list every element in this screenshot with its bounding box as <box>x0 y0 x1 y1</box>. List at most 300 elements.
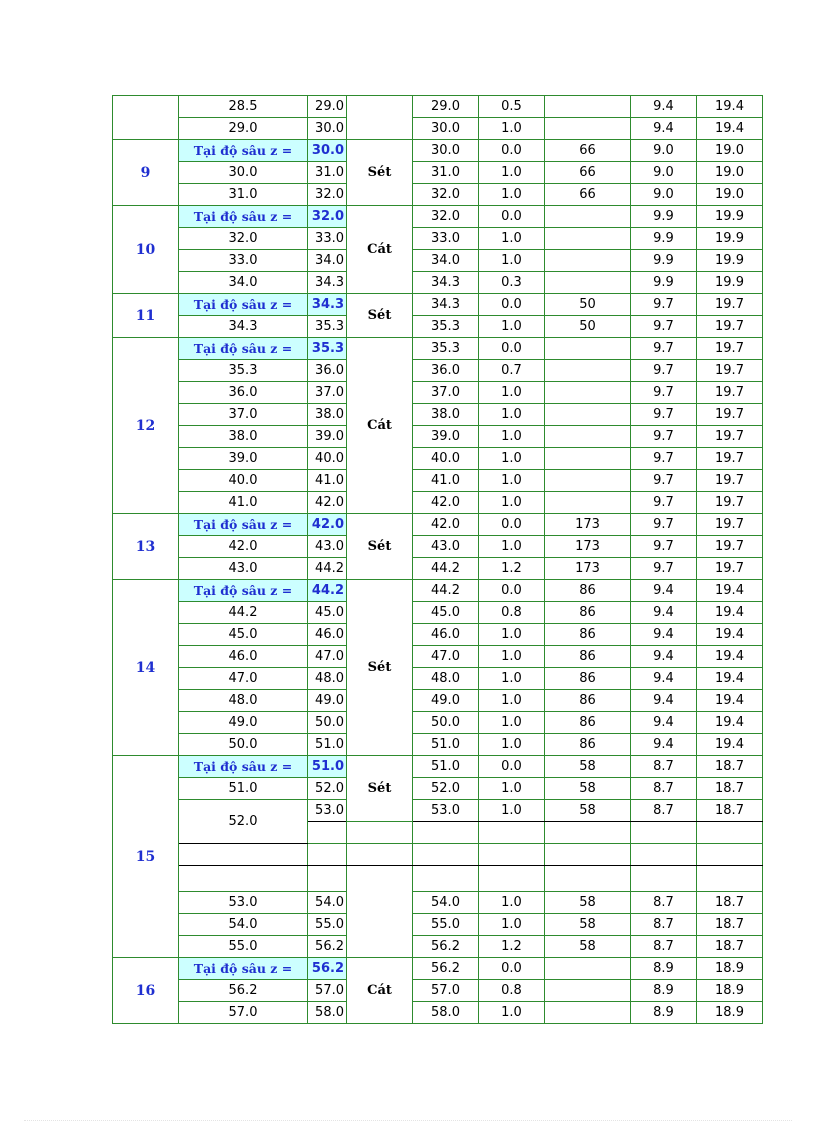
depth-from: 29.0 <box>179 118 308 140</box>
depth-from: 53.0 <box>179 892 308 914</box>
depth-cumulative: 53.0 <box>413 800 479 822</box>
depth-cumulative: 36.0 <box>413 360 479 382</box>
empty-cell <box>631 866 697 892</box>
thickness: 1.0 <box>479 624 545 646</box>
gamma-1: 9.4 <box>631 602 697 624</box>
value: 58 <box>545 756 631 778</box>
depth-cumulative: 35.3 <box>413 316 479 338</box>
gamma-2: 19.7 <box>697 294 763 316</box>
depth-cumulative: 56.2 <box>413 958 479 980</box>
thickness: 0.0 <box>479 580 545 602</box>
depth-cumulative: 30.0 <box>413 118 479 140</box>
gamma-1: 9.9 <box>631 272 697 294</box>
depth-from: 36.0 <box>179 382 308 404</box>
depth-cumulative: 58.0 <box>413 1002 479 1024</box>
gamma-2: 19.7 <box>697 404 763 426</box>
gamma-2: 19.7 <box>697 514 763 536</box>
gamma-1: 9.4 <box>631 668 697 690</box>
table-row <box>113 118 763 140</box>
table-row <box>113 936 763 958</box>
gamma-2: 19.7 <box>697 360 763 382</box>
value <box>545 492 631 514</box>
depth-from: 51.0 <box>179 778 308 800</box>
value: 86 <box>545 668 631 690</box>
depth-to: 38.0 <box>308 404 347 426</box>
thickness: 0.8 <box>479 980 545 1002</box>
depth-from: 55.0 <box>179 936 308 958</box>
depth-label: Tại độ sâu z = <box>179 338 308 360</box>
table-row <box>113 958 763 980</box>
gamma-2: 18.7 <box>697 756 763 778</box>
gamma-1: 9.4 <box>631 646 697 668</box>
gamma-2: 19.4 <box>697 646 763 668</box>
depth-from: 48.0 <box>179 690 308 712</box>
depth-cumulative: 41.0 <box>413 470 479 492</box>
table-row-empty <box>113 844 763 866</box>
thickness: 1.0 <box>479 162 545 184</box>
depth-cumulative: 39.0 <box>413 426 479 448</box>
gamma-1: 9.4 <box>631 734 697 756</box>
gamma-1: 8.7 <box>631 756 697 778</box>
gamma-1: 8.7 <box>631 800 697 822</box>
thickness: 1.0 <box>479 448 545 470</box>
table-row <box>113 646 763 668</box>
depth-to: 30.0 <box>308 118 347 140</box>
gamma-1: 9.4 <box>631 580 697 602</box>
thickness: 0.0 <box>479 338 545 360</box>
value <box>545 250 631 272</box>
layer-number: 15 <box>113 756 179 958</box>
layer-number <box>113 96 179 140</box>
gamma-1: 9.7 <box>631 470 697 492</box>
depth-to: 29.0 <box>308 96 347 118</box>
thickness: 1.0 <box>479 712 545 734</box>
empty-cell <box>179 844 308 866</box>
thickness: 0.0 <box>479 140 545 162</box>
layer-number: 16 <box>113 958 179 1024</box>
depth-to: 51.0 <box>308 734 347 756</box>
value: 86 <box>545 734 631 756</box>
empty-cell <box>479 844 545 866</box>
gamma-2: 18.7 <box>697 778 763 800</box>
value: 86 <box>545 624 631 646</box>
depth-from: 44.2 <box>179 602 308 624</box>
empty-cell <box>347 822 413 844</box>
thickness: 1.2 <box>479 936 545 958</box>
gamma-2: 19.9 <box>697 272 763 294</box>
thickness: 1.0 <box>479 1002 545 1024</box>
gamma-1: 9.9 <box>631 250 697 272</box>
depth-value: 51.0 <box>308 756 347 778</box>
value: 58 <box>545 778 631 800</box>
depth-cumulative: 51.0 <box>413 756 479 778</box>
depth-to: 50.0 <box>308 712 347 734</box>
table-row <box>113 892 763 914</box>
gamma-1: 9.7 <box>631 514 697 536</box>
gamma-2: 18.9 <box>697 958 763 980</box>
value <box>545 338 631 360</box>
table-row <box>113 250 763 272</box>
depth-to: 33.0 <box>308 228 347 250</box>
gamma-2: 18.7 <box>697 936 763 958</box>
depth-from: 45.0 <box>179 624 308 646</box>
table-row <box>113 914 763 936</box>
empty-cell <box>545 822 631 844</box>
depth-to: 48.0 <box>308 668 347 690</box>
depth-label: Tại độ sâu z = <box>179 294 308 316</box>
soil-type: Cát <box>347 338 413 514</box>
depth-to: 54.0 <box>308 892 347 914</box>
thickness: 1.0 <box>479 492 545 514</box>
layer-number: 10 <box>113 206 179 294</box>
gamma-2: 19.7 <box>697 426 763 448</box>
depth-from: 57.0 <box>179 1002 308 1024</box>
gamma-2: 19.7 <box>697 382 763 404</box>
depth-to: 40.0 <box>308 448 347 470</box>
gamma-1: 9.7 <box>631 338 697 360</box>
value: 86 <box>545 646 631 668</box>
depth-to: 46.0 <box>308 624 347 646</box>
empty-cell <box>308 822 347 844</box>
table-row <box>113 1002 763 1024</box>
depth-cumulative: 48.0 <box>413 668 479 690</box>
depth-to: 42.0 <box>308 492 347 514</box>
value: 58 <box>545 914 631 936</box>
thickness: 0.0 <box>479 958 545 980</box>
depth-label: Tại độ sâu z = <box>179 958 308 980</box>
table-row <box>113 382 763 404</box>
gamma-1: 9.7 <box>631 316 697 338</box>
depth-cumulative: 33.0 <box>413 228 479 250</box>
layer-number: 12 <box>113 338 179 514</box>
thickness: 1.0 <box>479 536 545 558</box>
depth-cumulative: 35.3 <box>413 338 479 360</box>
gamma-1: 8.7 <box>631 778 697 800</box>
empty-cell <box>697 822 763 844</box>
depth-to: 34.3 <box>308 272 347 294</box>
depth-cumulative: 34.3 <box>413 294 479 316</box>
gamma-1: 9.4 <box>631 96 697 118</box>
gamma-1: 9.4 <box>631 712 697 734</box>
table-row <box>113 184 763 206</box>
gamma-2: 19.0 <box>697 162 763 184</box>
depth-from: 37.0 <box>179 404 308 426</box>
gamma-1: 9.7 <box>631 448 697 470</box>
table-row <box>113 404 763 426</box>
depth-cumulative: 56.2 <box>413 936 479 958</box>
thickness: 0.8 <box>479 602 545 624</box>
gamma-2: 19.0 <box>697 184 763 206</box>
gamma-1: 8.7 <box>631 892 697 914</box>
depth-value: 42.0 <box>308 514 347 536</box>
table-row <box>113 734 763 756</box>
depth-cumulative: 51.0 <box>413 734 479 756</box>
thickness: 1.0 <box>479 914 545 936</box>
thickness: 1.0 <box>479 800 545 822</box>
depth-cumulative: 34.3 <box>413 272 479 294</box>
table-row <box>113 162 763 184</box>
value <box>545 360 631 382</box>
depth-to: 57.0 <box>308 980 347 1002</box>
value: 86 <box>545 602 631 624</box>
depth-cumulative: 30.0 <box>413 140 479 162</box>
table-row <box>113 514 763 536</box>
gamma-2: 19.4 <box>697 580 763 602</box>
thickness: 0.0 <box>479 294 545 316</box>
depth-cumulative: 46.0 <box>413 624 479 646</box>
table-row <box>113 980 763 1002</box>
page-bottom-divider <box>24 1120 792 1121</box>
table-row <box>113 712 763 734</box>
depth-to: 44.2 <box>308 558 347 580</box>
depth-to: 31.0 <box>308 162 347 184</box>
value <box>545 118 631 140</box>
table-row <box>113 448 763 470</box>
gamma-1: 9.4 <box>631 624 697 646</box>
depth-cumulative: 43.0 <box>413 536 479 558</box>
value: 50 <box>545 316 631 338</box>
depth-cumulative: 44.2 <box>413 558 479 580</box>
soil-type: Sét <box>347 140 413 206</box>
layer-number: 11 <box>113 294 179 338</box>
thickness: 0.5 <box>479 96 545 118</box>
depth-from: 49.0 <box>179 712 308 734</box>
table-row <box>113 96 763 118</box>
gamma-1: 9.7 <box>631 404 697 426</box>
depth-cumulative: 45.0 <box>413 602 479 624</box>
gamma-1: 9.0 <box>631 140 697 162</box>
table-row <box>113 294 763 316</box>
value: 66 <box>545 162 631 184</box>
empty-cell <box>631 844 697 866</box>
gamma-2: 19.4 <box>697 690 763 712</box>
gamma-1: 9.4 <box>631 690 697 712</box>
depth-to: 39.0 <box>308 426 347 448</box>
depth-from: 41.0 <box>179 492 308 514</box>
depth-cumulative: 52.0 <box>413 778 479 800</box>
gamma-1: 8.7 <box>631 936 697 958</box>
value <box>545 382 631 404</box>
gamma-2: 19.7 <box>697 470 763 492</box>
gamma-2: 19.9 <box>697 250 763 272</box>
thickness: 1.0 <box>479 734 545 756</box>
gamma-2: 19.4 <box>697 734 763 756</box>
depth-label: Tại độ sâu z = <box>179 206 308 228</box>
depth-from: 35.3 <box>179 360 308 382</box>
gamma-1: 9.7 <box>631 536 697 558</box>
empty-cell <box>179 866 308 892</box>
table-row <box>113 756 763 778</box>
value <box>545 448 631 470</box>
empty-cell <box>631 822 697 844</box>
depth-cumulative: 29.0 <box>413 96 479 118</box>
value: 66 <box>545 184 631 206</box>
thickness: 0.0 <box>479 206 545 228</box>
empty-cell <box>308 844 347 866</box>
gamma-2: 19.4 <box>697 668 763 690</box>
thickness: 1.0 <box>479 382 545 404</box>
table-row <box>113 470 763 492</box>
empty-cell <box>479 866 545 892</box>
depth-from: 31.0 <box>179 184 308 206</box>
depth-label: Tại độ sâu z = <box>179 140 308 162</box>
table-row <box>113 624 763 646</box>
table-row <box>113 668 763 690</box>
depth-cumulative: 42.0 <box>413 492 479 514</box>
value <box>545 228 631 250</box>
thickness: 0.0 <box>479 514 545 536</box>
depth-label: Tại độ sâu z = <box>179 514 308 536</box>
table-row <box>113 360 763 382</box>
table-row <box>113 316 763 338</box>
depth-to: 34.0 <box>308 250 347 272</box>
table-row <box>113 536 763 558</box>
value: 58 <box>545 800 631 822</box>
gamma-2: 19.7 <box>697 316 763 338</box>
gamma-1: 9.7 <box>631 382 697 404</box>
value <box>545 404 631 426</box>
value: 173 <box>545 514 631 536</box>
soil-layer-table <box>112 95 763 1024</box>
gamma-1: 9.0 <box>631 162 697 184</box>
depth-value: 35.3 <box>308 338 347 360</box>
value <box>545 470 631 492</box>
depth-cumulative: 55.0 <box>413 914 479 936</box>
value: 58 <box>545 892 631 914</box>
depth-from: 50.0 <box>179 734 308 756</box>
value: 173 <box>545 558 631 580</box>
gamma-1: 8.9 <box>631 980 697 1002</box>
depth-cumulative: 50.0 <box>413 712 479 734</box>
table-row <box>113 690 763 712</box>
depth-to: 43.0 <box>308 536 347 558</box>
depth-to: 36.0 <box>308 360 347 382</box>
depth-cumulative: 44.2 <box>413 580 479 602</box>
table-row <box>113 492 763 514</box>
depth-cumulative: 57.0 <box>413 980 479 1002</box>
thickness: 1.0 <box>479 404 545 426</box>
depth-from: 30.0 <box>179 162 308 184</box>
depth-from: 47.0 <box>179 668 308 690</box>
depth-cumulative: 40.0 <box>413 448 479 470</box>
thickness: 1.0 <box>479 778 545 800</box>
depth-from: 34.3 <box>179 316 308 338</box>
soil-type <box>347 96 413 140</box>
depth-cumulative: 54.0 <box>413 892 479 914</box>
table-row <box>113 228 763 250</box>
value <box>545 96 631 118</box>
value <box>545 980 631 1002</box>
gamma-1: 9.9 <box>631 206 697 228</box>
table-row <box>113 558 763 580</box>
depth-from: 33.0 <box>179 250 308 272</box>
gamma-1: 9.9 <box>631 228 697 250</box>
value <box>545 1002 631 1024</box>
thickness: 1.0 <box>479 316 545 338</box>
soil-type: Sét <box>347 756 413 822</box>
thickness: 0.7 <box>479 360 545 382</box>
gamma-2: 18.7 <box>697 892 763 914</box>
depth-label: Tại độ sâu z = <box>179 756 308 778</box>
soil-type: Sét <box>347 294 413 338</box>
thickness: 1.0 <box>479 118 545 140</box>
depth-from: 38.0 <box>179 426 308 448</box>
table-row <box>113 778 763 800</box>
depth-from: 39.0 <box>179 448 308 470</box>
value: 58 <box>545 936 631 958</box>
depth-value: 32.0 <box>308 206 347 228</box>
gamma-2: 19.7 <box>697 448 763 470</box>
value <box>545 206 631 228</box>
thickness: 1.0 <box>479 426 545 448</box>
table-row <box>113 338 763 360</box>
depth-value: 34.3 <box>308 294 347 316</box>
gamma-2: 19.7 <box>697 338 763 360</box>
soil-type: Cát <box>347 958 413 1024</box>
table-row <box>113 272 763 294</box>
soil-type: Sét <box>347 580 413 756</box>
depth-to: 52.0 <box>308 778 347 800</box>
soil-type: Cát <box>347 206 413 294</box>
depth-to: 56.2 <box>308 936 347 958</box>
depth-to: 49.0 <box>308 690 347 712</box>
table-row <box>113 140 763 162</box>
empty-cell <box>545 844 631 866</box>
gamma-2: 19.4 <box>697 118 763 140</box>
depth-from: 43.0 <box>179 558 308 580</box>
gamma-1: 9.4 <box>631 118 697 140</box>
thickness: 1.0 <box>479 184 545 206</box>
gamma-2: 18.9 <box>697 1002 763 1024</box>
soil-type-empty <box>347 866 413 958</box>
value: 86 <box>545 580 631 602</box>
gamma-2: 19.4 <box>697 624 763 646</box>
gamma-2: 19.7 <box>697 558 763 580</box>
gamma-2: 18.9 <box>697 980 763 1002</box>
empty-cell <box>413 866 479 892</box>
empty-cell <box>697 866 763 892</box>
gamma-1: 9.7 <box>631 492 697 514</box>
gamma-2: 19.7 <box>697 536 763 558</box>
gamma-1: 9.7 <box>631 558 697 580</box>
gamma-1: 9.7 <box>631 294 697 316</box>
depth-cumulative: 49.0 <box>413 690 479 712</box>
thickness: 1.0 <box>479 228 545 250</box>
value: 173 <box>545 536 631 558</box>
empty-cell <box>347 844 413 866</box>
gamma-2: 19.9 <box>697 228 763 250</box>
thickness: 1.0 <box>479 690 545 712</box>
thickness: 1.2 <box>479 558 545 580</box>
depth-cumulative: 31.0 <box>413 162 479 184</box>
gamma-2: 19.7 <box>697 492 763 514</box>
depth-cumulative: 47.0 <box>413 646 479 668</box>
depth-value: 30.0 <box>308 140 347 162</box>
layer-number: 13 <box>113 514 179 580</box>
gamma-1: 9.7 <box>631 426 697 448</box>
depth-to: 55.0 <box>308 914 347 936</box>
thickness: 0.0 <box>479 756 545 778</box>
empty-cell <box>697 844 763 866</box>
table-row <box>113 580 763 602</box>
gamma-1: 8.9 <box>631 958 697 980</box>
depth-cumulative: 38.0 <box>413 404 479 426</box>
layer-number: 14 <box>113 580 179 756</box>
depth-to: 58.0 <box>308 1002 347 1024</box>
thickness: 1.0 <box>479 892 545 914</box>
value <box>545 272 631 294</box>
depth-to: 47.0 <box>308 646 347 668</box>
